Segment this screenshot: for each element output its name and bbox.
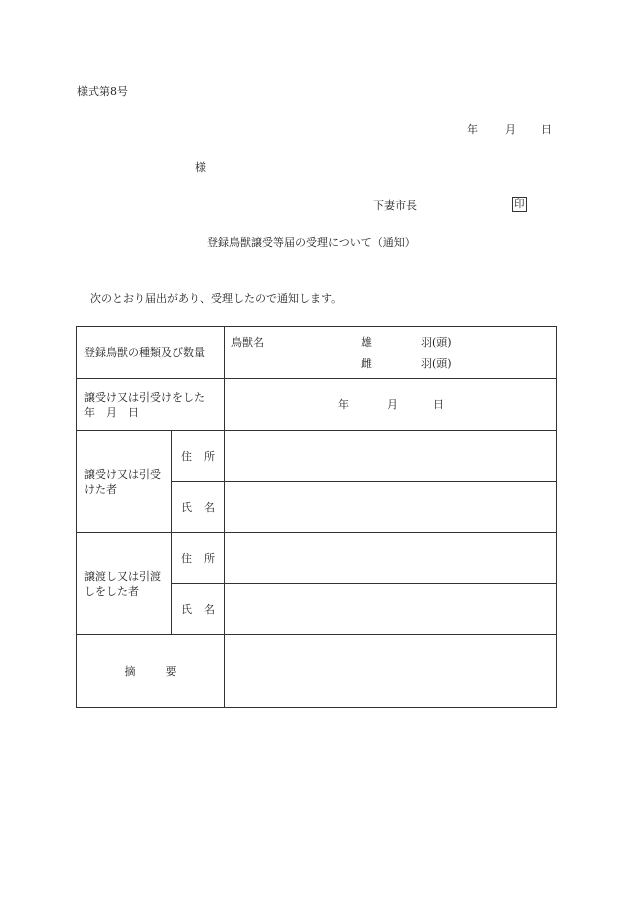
addressee-honorific: 様 bbox=[195, 161, 206, 174]
female-count-unit: 羽(頭) bbox=[421, 357, 452, 370]
transfer-day-label: 日 bbox=[433, 398, 444, 411]
address-char-2: 所 bbox=[204, 450, 215, 463]
notification-form-table bbox=[76, 326, 557, 708]
receiver-name-cell[interactable] bbox=[225, 482, 557, 533]
document-title: 登録鳥獣譲受等届の受理について（通知） bbox=[207, 236, 416, 249]
date-year-label: 年 bbox=[467, 123, 478, 136]
giver-name-cell[interactable] bbox=[225, 584, 557, 635]
transfer-date-label-line2: 年 月 日 bbox=[84, 405, 139, 419]
giver-name-label bbox=[172, 584, 225, 635]
seal-mark: 印 bbox=[514, 198, 525, 210]
species-row bbox=[77, 327, 557, 379]
transfer-date-label bbox=[77, 379, 225, 431]
date-month-label: 月 bbox=[505, 123, 516, 136]
species-quantity-cell[interactable] bbox=[225, 327, 557, 379]
form-number: 様式第8号 bbox=[77, 85, 128, 98]
male-count-unit: 羽(頭) bbox=[421, 336, 452, 349]
remarks-cell[interactable] bbox=[225, 635, 557, 708]
body-text: 次のとおり届出があり、受理したので通知します。 bbox=[90, 292, 343, 305]
receiver-address-cell[interactable] bbox=[225, 431, 557, 482]
date-day-label: 日 bbox=[541, 123, 552, 136]
male-label: 雄 bbox=[361, 336, 372, 349]
remarks-char-1: 摘 bbox=[124, 665, 136, 678]
giver-label-line2: しをした者 bbox=[84, 584, 139, 598]
giver-label bbox=[77, 533, 172, 635]
transfer-date-cell[interactable] bbox=[225, 379, 557, 431]
name-char-1: 氏 bbox=[181, 501, 192, 514]
remarks-label bbox=[77, 635, 225, 708]
address-char-1: 住 bbox=[181, 450, 192, 463]
transfer-date-label-line1: 譲受け又は引受けをした bbox=[84, 390, 205, 404]
female-label: 雌 bbox=[361, 357, 372, 370]
name-char-2: 名 bbox=[204, 603, 215, 616]
transfer-date-row bbox=[77, 379, 557, 431]
giver-address-row bbox=[77, 533, 557, 584]
species-name-label: 鳥獣名 bbox=[231, 336, 264, 349]
giver-label-line1: 譲渡し又は引渡 bbox=[84, 569, 161, 583]
receiver-address-row bbox=[77, 431, 557, 482]
receiver-label-line2: けた者 bbox=[84, 482, 117, 496]
receiver-label bbox=[77, 431, 172, 533]
transfer-year-label: 年 bbox=[338, 398, 349, 411]
remarks-char-2: 要 bbox=[165, 665, 177, 678]
remarks-row bbox=[77, 635, 557, 708]
sender-title: 下妻市長 bbox=[373, 199, 417, 212]
species-quantity-label: 登録鳥獣の種類及び数量 bbox=[77, 327, 225, 379]
receiver-label-line1: 譲受け又は引受 bbox=[84, 467, 161, 481]
receiver-name-label bbox=[172, 482, 225, 533]
giver-address-cell[interactable] bbox=[225, 533, 557, 584]
name-char-2: 名 bbox=[204, 501, 215, 514]
address-char-1: 住 bbox=[181, 552, 192, 565]
receiver-address-label bbox=[172, 431, 225, 482]
giver-address-label bbox=[172, 533, 225, 584]
name-char-1: 氏 bbox=[181, 603, 192, 616]
address-char-2: 所 bbox=[204, 552, 215, 565]
transfer-month-label: 月 bbox=[387, 398, 398, 411]
